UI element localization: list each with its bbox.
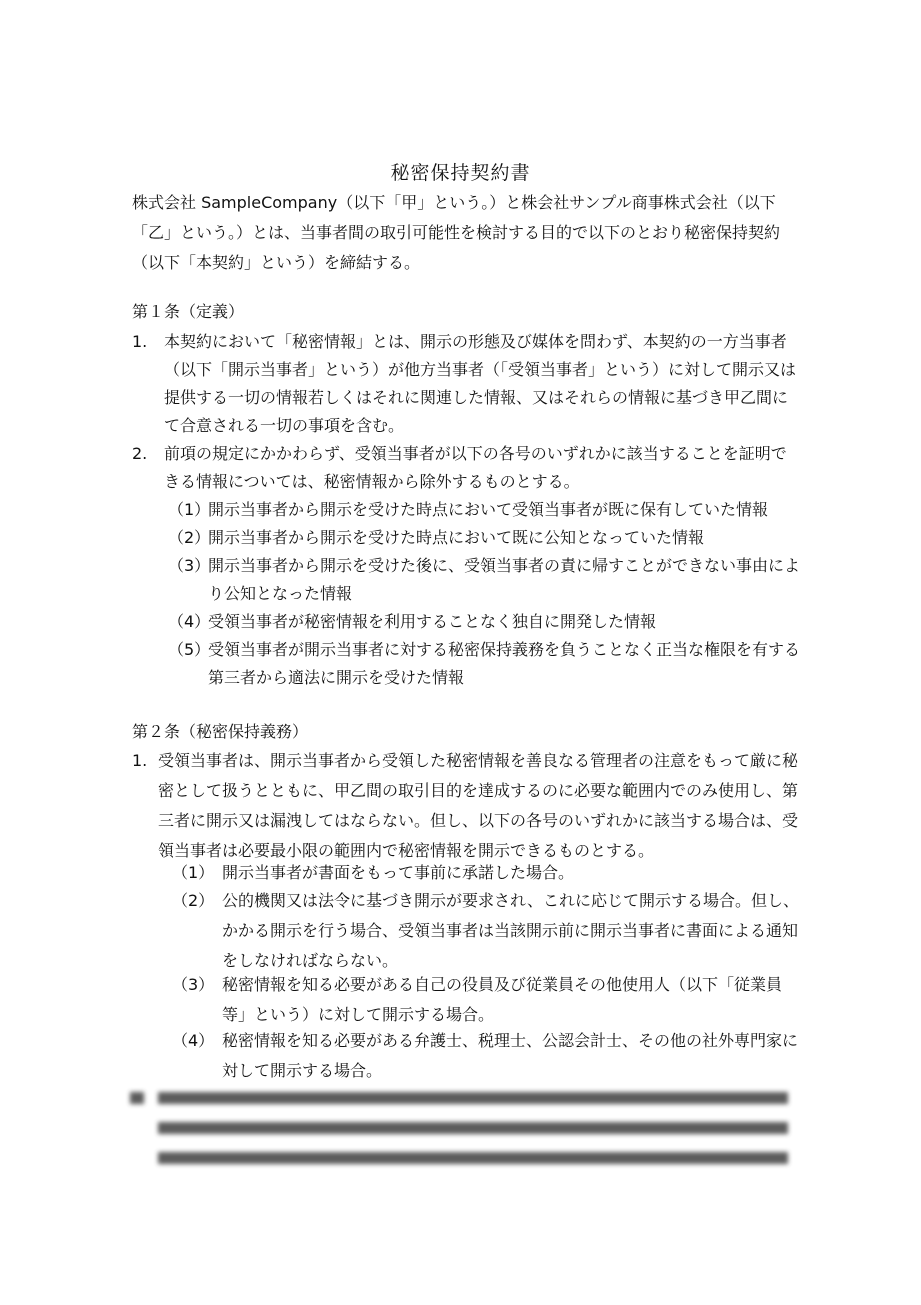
intro-paragraph: 株式会社 SampleCompany（以下「甲」という。）と株会社サンプル商事株式会社（以下「乙」という。）とは、当事者間の取引可能性を検討する目的で以下のとおり秘密保持契約（以下「本契約」という）を締結する。 <box>132 193 781 272</box>
blurred-text-region <box>130 1082 790 1172</box>
article-1-item-5 <box>168 636 802 692</box>
article-1-item-3 <box>168 552 802 608</box>
item-number: （2） <box>172 891 215 910</box>
item-number: （3） <box>172 975 215 994</box>
paragraph-number: 2. <box>132 444 148 463</box>
item-text: 受領当事者が秘密情報を利用することなく独自に開発した情報 <box>208 612 657 631</box>
item-number: （4） <box>172 1031 215 1050</box>
paragraph-text: 本契約において「秘密情報」とは、開示の形態及び媒体を問わず、本契約の一方当事者（以下「開示当事者」という）が他方当事者（「受領当事者」という）に対して開示又は提供する一切の情報若しくはそれに関連した情報、又はそれらの情報に基づき甲乙間にて合意される一切の事項を含む。 <box>164 332 797 435</box>
item-text: 開示当事者から開示を受けた時点において既に公知となっていた情報 <box>208 528 705 547</box>
paragraph-number: 1. <box>132 332 148 351</box>
article-2-item-2 <box>172 886 804 976</box>
paragraph-text: 前項の規定にかかわらず、受領当事者が以下の各号のいずれかに該当することを証明できる情報については、秘密情報から除外するものとする。 <box>164 444 787 491</box>
item-number: （3） <box>168 556 211 575</box>
item-text: 受領当事者が開示当事者に対する秘密保持義務を負うことなく正当な権限を有する第三者から適法に開示を受けた情報 <box>208 640 801 687</box>
item-number: （1） <box>168 500 211 519</box>
paragraph-text: 受領当事者は、開示当事者から受領した秘密情報を善良なる管理者の注意をもって厳に秘密として扱うとともに、甲乙間の取引目的を達成するのに必要な範囲内でのみ使用し、第三者に開示又は漏洩してはならない。但し、以下の各号のいずれかに該当する場合は、受領当事者は必要最小限の範囲内で秘密情報を開示できるものとする。 <box>158 751 799 860</box>
item-text: 秘密情報を知る必要がある弁護士、税理士、公認会計士、その他の社外専門家に対して開示する場合。 <box>222 1031 799 1080</box>
article-1-heading: 第１条（定義） <box>132 302 245 321</box>
item-number: （2） <box>168 528 211 547</box>
paragraph-number: 1. <box>132 751 148 770</box>
article-2-paragraph-1 <box>132 746 804 866</box>
article-2-item-1 <box>172 858 804 888</box>
article-1-item-4 <box>168 608 802 636</box>
article-2-item-4 <box>172 1026 804 1086</box>
article-1-paragraph-2 <box>132 440 802 496</box>
article-2-heading: 第２条（秘密保持義務） <box>132 722 309 741</box>
article-1-item-2 <box>168 524 802 552</box>
article-1-paragraph-1 <box>132 328 802 440</box>
item-text: 公的機関又は法令に基づき開示が要求され、これに応じて開示する場合。但し、かかる開示を行う場合、受領当事者は当該開示前に開示当事者に書面による通知をしなければならない。 <box>222 891 799 970</box>
item-number: （1） <box>172 863 215 882</box>
item-number: （4） <box>168 612 211 631</box>
item-text: 開示当事者から開示を受けた後に、受領当事者の責に帰すことができない事由により公知となった情報 <box>208 556 801 603</box>
article-2-item-3 <box>172 970 804 1030</box>
item-text: 開示当事者が書面をもって事前に承諾した場合。 <box>222 863 575 882</box>
document-title: 秘密保持契約書 <box>390 162 531 184</box>
article-1-item-1 <box>168 496 802 524</box>
item-number: （5） <box>168 640 211 659</box>
item-text: 秘密情報を知る必要がある自己の役員及び従業員その他使用人（以下「従業員等」という）に対して開示する場合。 <box>222 975 783 1024</box>
item-text: 開示当事者から開示を受けた時点において受領当事者が既に保有していた情報 <box>208 500 769 519</box>
